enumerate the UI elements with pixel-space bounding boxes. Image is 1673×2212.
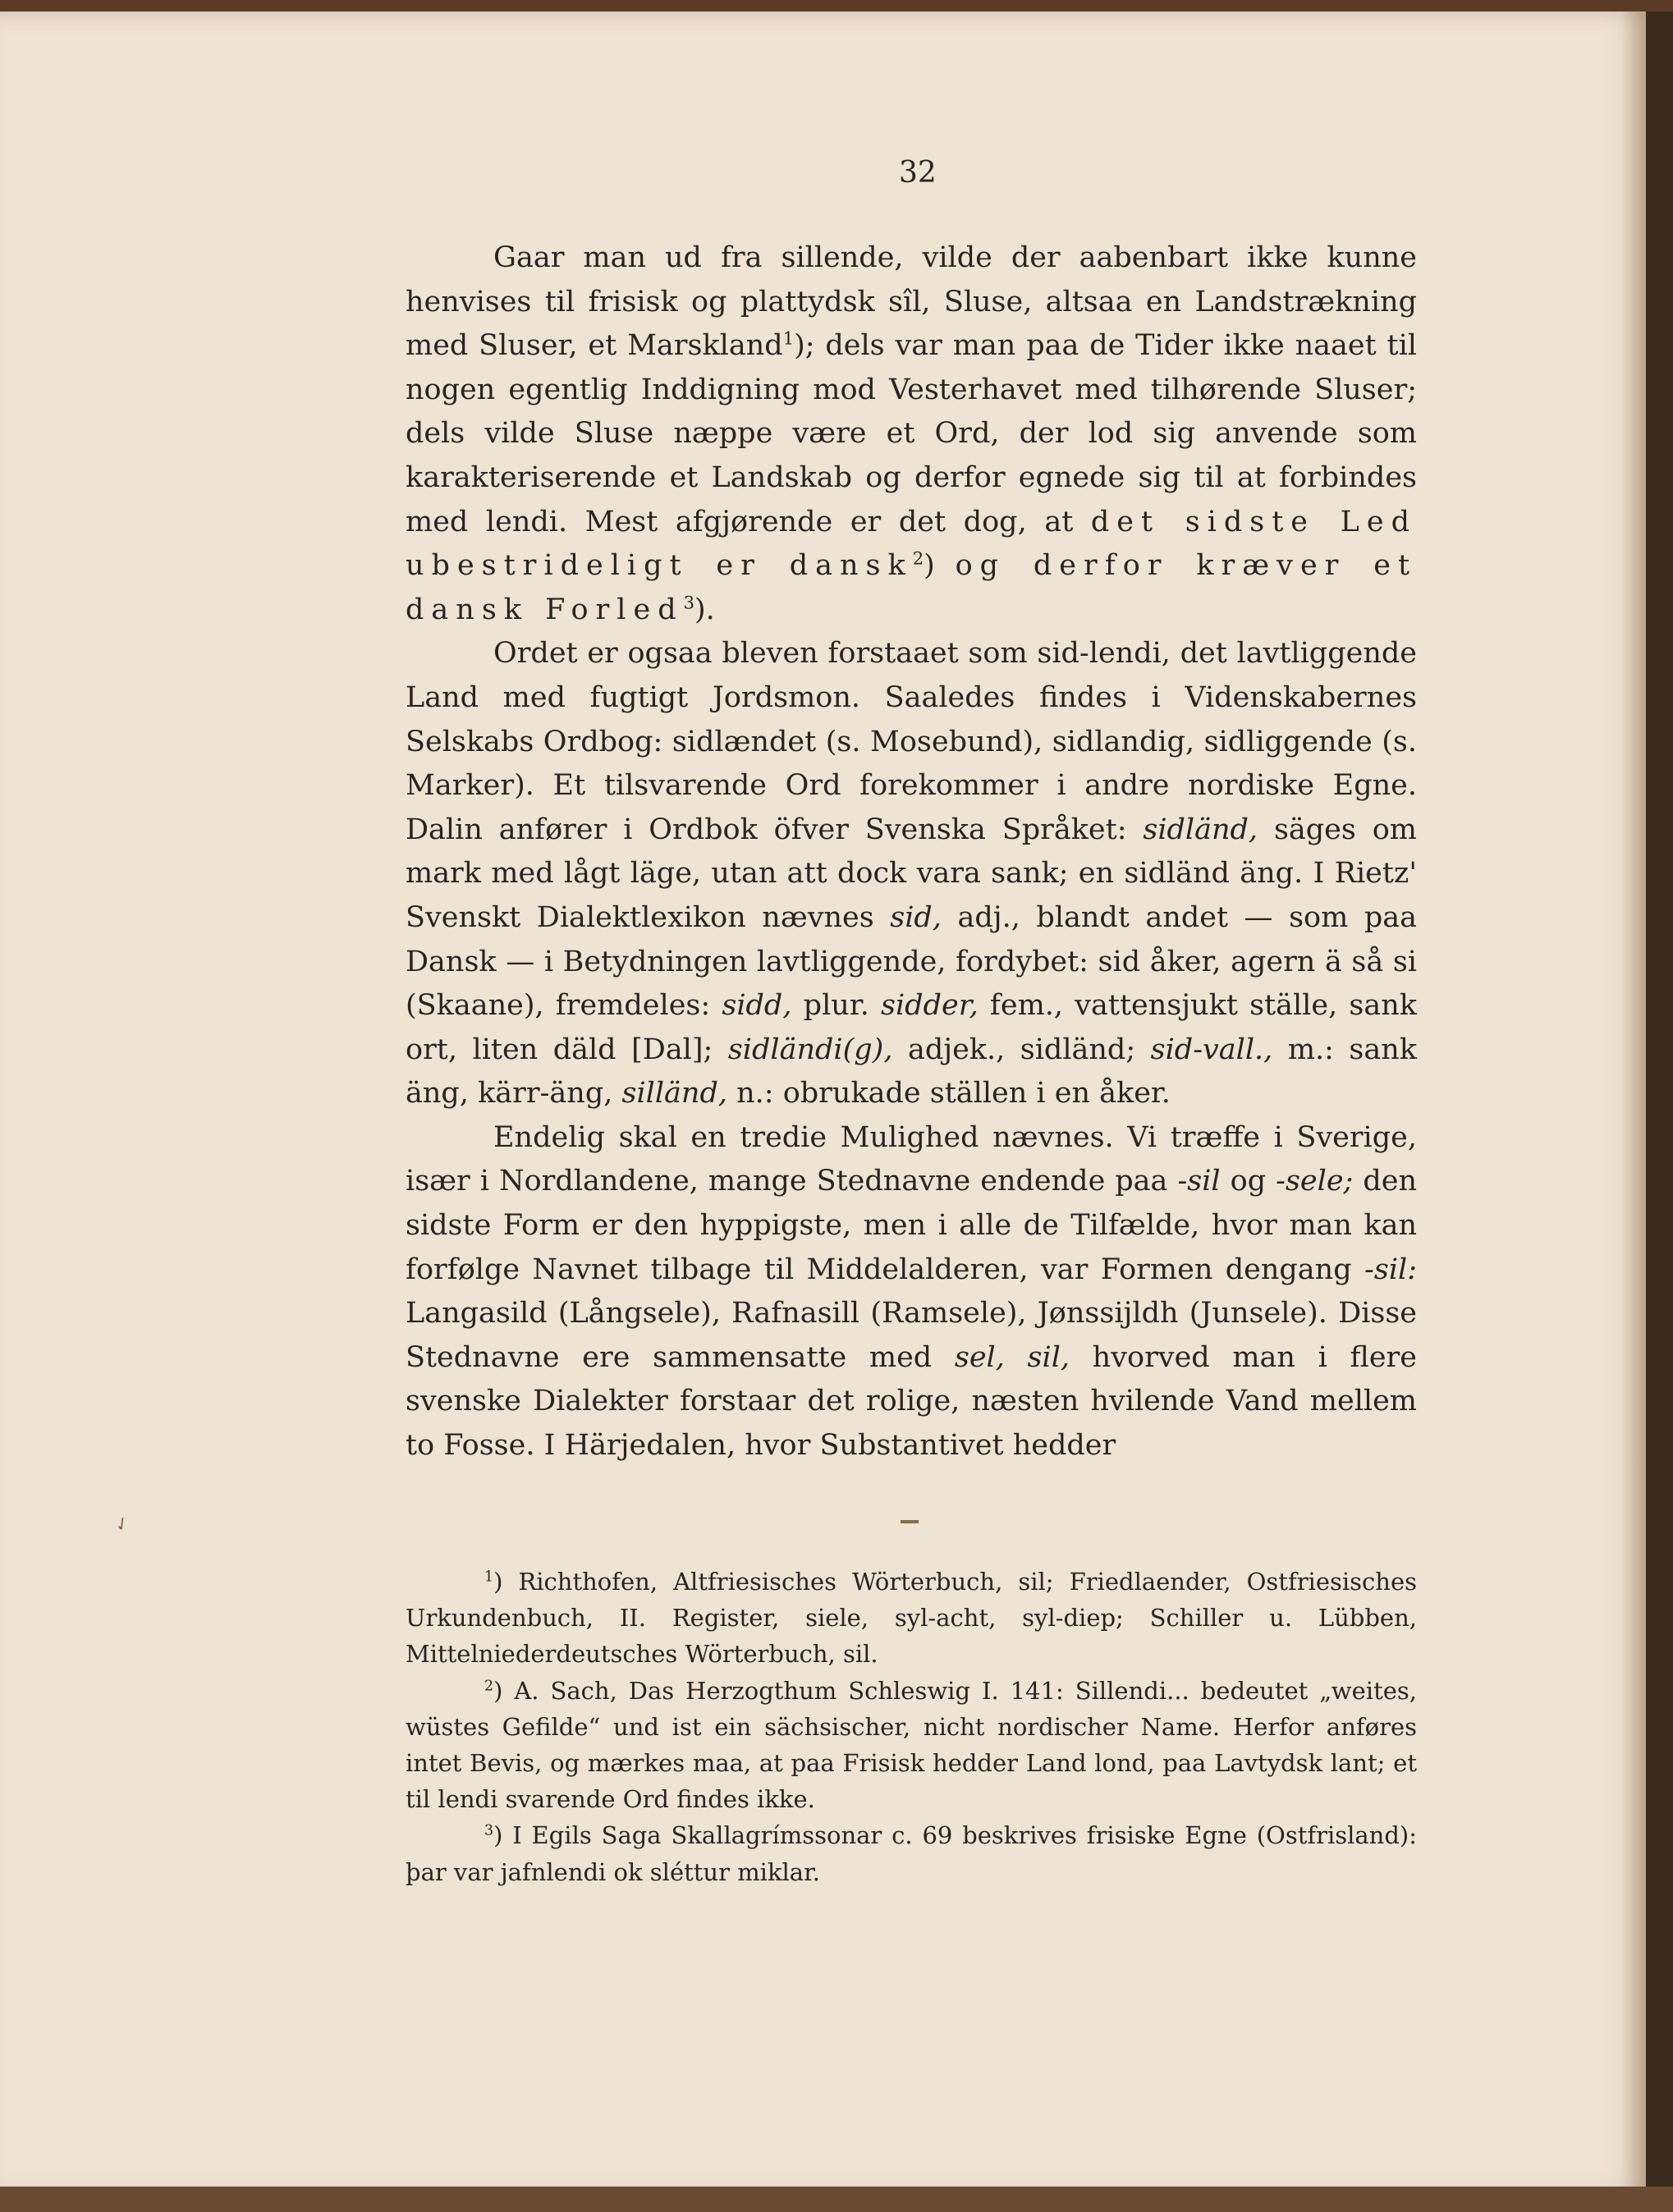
paragraph: [406, 1116, 1417, 1468]
italic-term: sidder,: [881, 989, 979, 1023]
footnote-ref: 2: [484, 1677, 494, 1694]
body-text: [406, 236, 1417, 1468]
italic-term: -sil:: [1364, 1253, 1417, 1286]
text-run: n.: obrukade ställen i en åker.: [726, 1077, 1171, 1111]
text-run: ); dels var man paa de Tider ikke naaet til nogen egentlig Inddigning mod Vesterhavet med tilhørende Sluser; dels vilde Sluse næppe være et Ord, der lod sig anvende som karakteriserende et Landskab og derfor egnede sig til at forbindes med lendi. Mest afgjørende er det dog, at: [406, 329, 1417, 538]
italic-term: sidländi(g),: [727, 1033, 893, 1066]
text-run: ) A. Sach, Das Herzogthum Schleswig I. 141: Sillendi... bedeutet „weites, wüstes Gefilde“ und ist ein sächsischer, nicht nordischer Name. Herfor anføres intet Bevis, og mærkes maa, at paa Frisisk hedder Land lond, paa Lavtydsk lant; et til lendi svarende Ord findes ikke.: [406, 1676, 1417, 1814]
italic-term: sid,: [890, 900, 942, 934]
text-run: säges om mark med lågt läge, utan att dock vara sank; en sidländ äng. I Rietz' Svenskt Dialektlexikon nævnes: [406, 813, 1417, 934]
text-run: den sidste Form er den hyppigste, men i alle de Tilfælde, hvor man kan forfølge Navnet tilbage til Middelalderen, var Formen dengang: [406, 1165, 1417, 1286]
paragraph: [406, 236, 1417, 632]
ink-mark: ✓: [110, 1512, 135, 1537]
italic-term: silländ,: [621, 1077, 727, 1111]
text-run: og: [1220, 1165, 1277, 1198]
italic-term: sid-vall.,: [1150, 1033, 1273, 1066]
footnote-ref: 1: [782, 328, 795, 349]
footnote-ref: 3: [484, 1822, 494, 1839]
text-run: ) I Egils Saga Skallagrímssonar c. 69 beskrives frisiske Egne (Ostfrisland): þar var jafnlendi ok sléttur miklar.: [406, 1821, 1417, 1886]
footnote: [406, 1564, 1417, 1673]
page-number: 32: [899, 156, 937, 190]
text-run: ) Richthofen, Altfriesisches Wörterbuch, sil; Friedlaender, Ostfriesisches Urkundenbuch, II. Register, siele, syl-acht, syl-diep; Schiller u. Lübben, Mittelniederdeutsches Wörterbuch, sil.: [406, 1568, 1417, 1669]
text-run: fem., vattensjukt ställe, sank ort, liten däld [Dal];: [406, 989, 1417, 1066]
italic-term: -sil: [1177, 1165, 1221, 1198]
spaced-emphasis: det sidste Led ubestrideligt er dansk: [406, 505, 1417, 583]
footnote-ref: 2: [912, 548, 924, 569]
text-run: Langasild (Långsele), Rafnasill (Ramsele), Jønssijldh (Junsele). Disse Stednavne ere sammensatte med: [406, 1297, 1417, 1374]
footnote-ref: 1: [484, 1569, 494, 1586]
text-run: Gaar man ud fra sillende, vilde der aabenbart ikke kunne henvises til frisisk og plattydsk sîl, Sluse, altsaa en Landstrækning med Sluser, et Marskland: [406, 241, 1417, 363]
spaced-emphasis: og derfor kræver et dansk Forled: [406, 549, 1418, 626]
page-gutter-shadow: [1621, 11, 1646, 2187]
text-run: ).: [694, 593, 715, 626]
footnotes: [406, 1564, 1417, 1890]
text-run: m.: sank äng, kärr-äng,: [406, 1033, 1418, 1111]
separator-mark: [901, 1520, 919, 1523]
book-binding-top: [0, 0, 1673, 11]
text-run: plur.: [791, 989, 882, 1023]
text-run: adjek., sidländ;: [892, 1033, 1151, 1066]
book-binding-bottom: [0, 2187, 1673, 2212]
paragraph: [406, 632, 1417, 1116]
italic-term: -sele;: [1276, 1165, 1354, 1198]
italic-term: sidländ,: [1143, 813, 1258, 846]
text-run: Endelig skal en tredie Mulighed nævnes. Vi træffe i Sverige, især i Nordlandene, mange Stednavne endende paa: [406, 1120, 1417, 1198]
footnote: [406, 1817, 1417, 1889]
italic-term: sel, sil,: [954, 1340, 1070, 1374]
text-run: adj., blandt andet — som paa Dansk — i Betydningen lavtliggende, fordybet: sid åker, agern ä så si (Skaane), fremdeles:: [406, 900, 1417, 1023]
italic-term: sidd,: [722, 989, 792, 1023]
text-run: hvorved man i flere svenske Dialekter forstaar det rolige, næsten hvilende Vand mellem to Fosse. I Härjedalen, hvor Substantivet hedder: [406, 1340, 1417, 1463]
text-run: Ordet er ogsaa bleven forstaaet som sid-lendi, det lavtliggende Land med fugtigt Jordsmon. Saaledes findes i Videnskabernes Selskabs Ordbog: sidlændet (s. Mosebund), sidlandig, sidliggende (s. Marker). Et tilsvarende Ord forekommer i andre nordiske Egne. Dalin anfører i Ordbok öfver Svenska Språket:: [406, 637, 1417, 846]
footnote-ref: 3: [683, 593, 694, 613]
text-run: ): [924, 549, 956, 583]
footnote: [406, 1673, 1417, 1818]
